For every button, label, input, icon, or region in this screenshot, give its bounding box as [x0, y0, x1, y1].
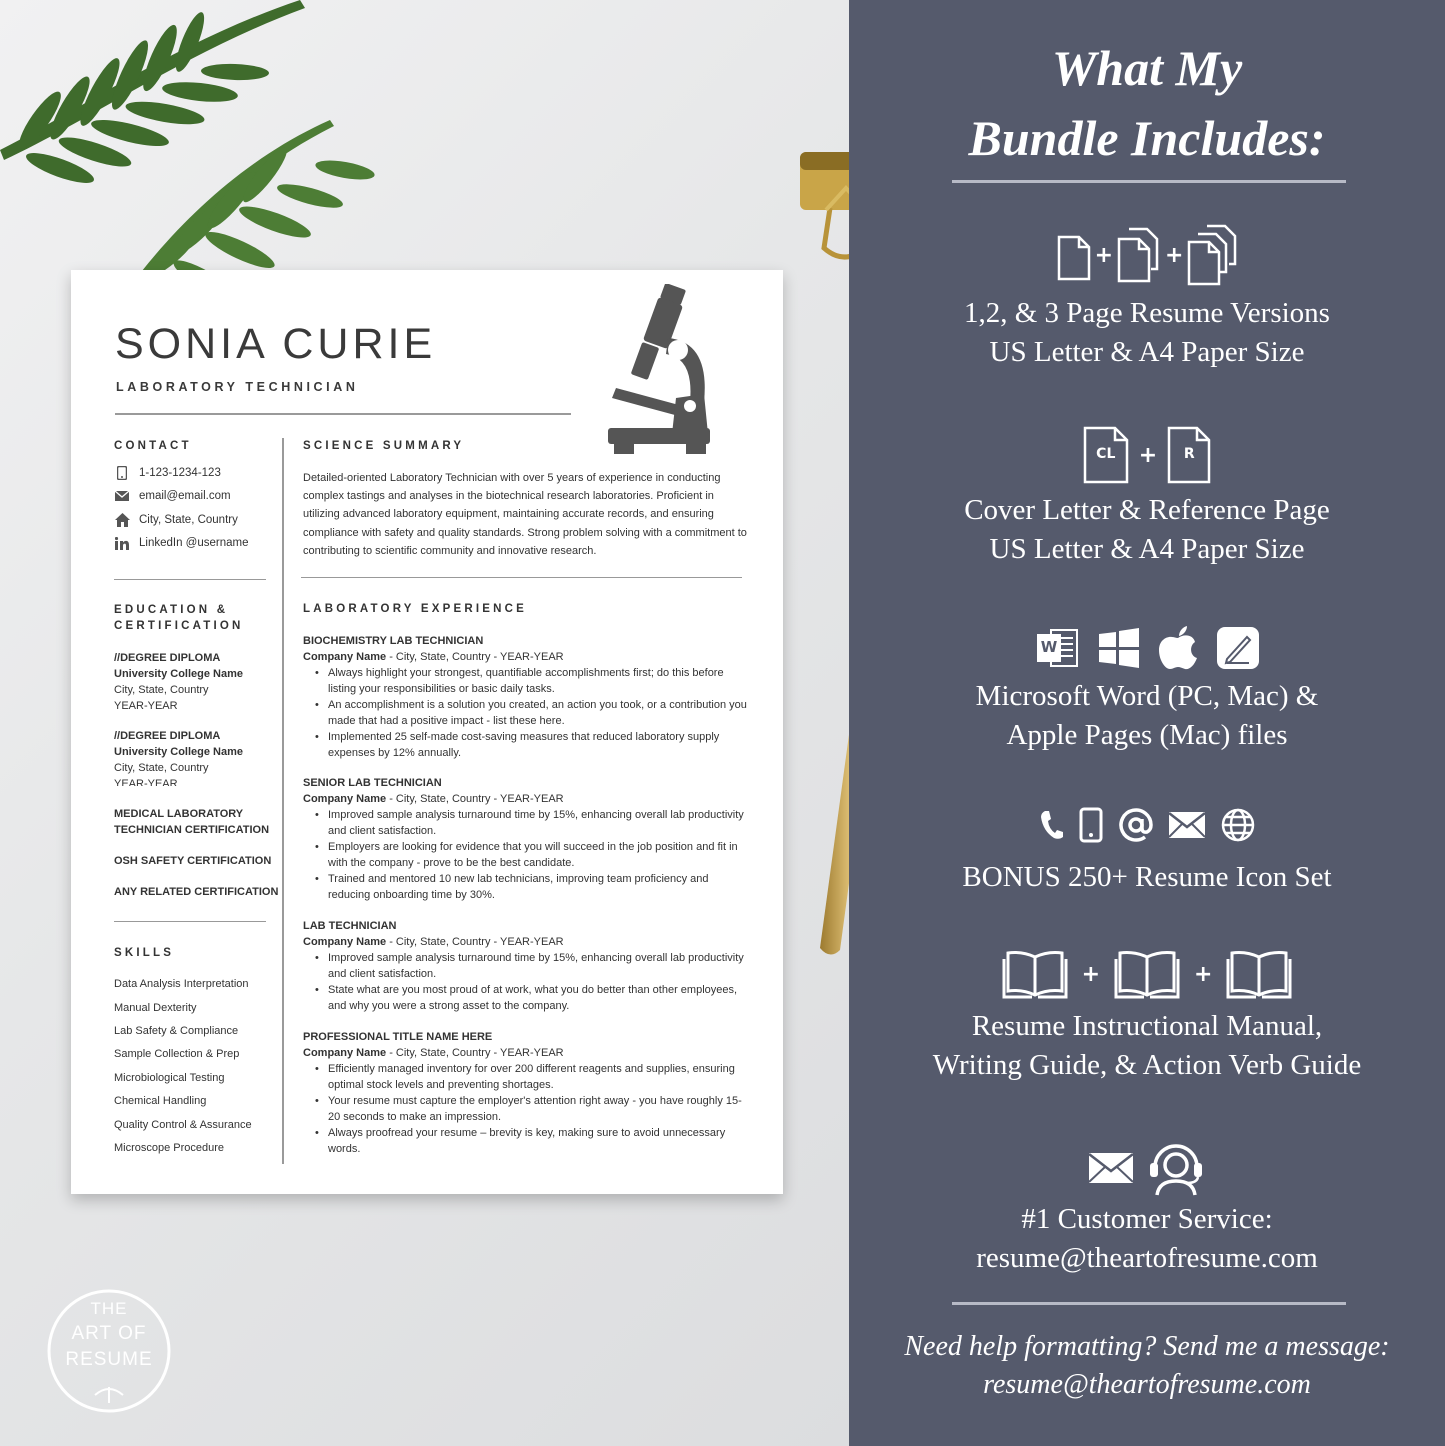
page-versions-icons [849, 222, 1445, 288]
home-icon [114, 513, 130, 527]
summary-heading: SCIENCE SUMMARY [303, 440, 465, 452]
company-name: Company Name [303, 651, 387, 663]
job-entry [303, 775, 748, 903]
job-bullet: • Trained and mentored 10 new lab technicians, improving team proficiency and reducing onboarding time by 30%. [303, 871, 748, 903]
job-bullet: • Implemented 25 self-made cost-saving measures that reduced laboratory supply expenses by 12% annually. [303, 729, 748, 761]
job-bullet: • An accomplishment is a solution you created, an action you took, or a contribution you made that had a positive impact - list these here. [303, 697, 748, 729]
at-sign-icon [1119, 808, 1153, 842]
logo-text-the: THE [90, 1299, 128, 1318]
footer-help-text: Need help formatting? Send me a message: [904, 1331, 1390, 1362]
phone-handset-icon [1039, 809, 1063, 841]
microscope-icon [606, 284, 716, 456]
contact-divider [114, 579, 266, 580]
feature-icon-set: BONUS 250+ Resume Icon Set [962, 861, 1332, 893]
word-badge: W [1040, 638, 1058, 656]
feature-page-versions: 1,2, & 3 Page Resume Versions [964, 297, 1330, 329]
two-pages-icon [1117, 227, 1161, 283]
apple-icon [1159, 626, 1197, 670]
company-name: Company Name [303, 936, 387, 948]
contact-email-text: email@email.com [139, 490, 231, 502]
degree-title: //DEGREE DIPLOMA [114, 652, 221, 664]
job-bullet: • Your resume must capture the employer's attention right away - you have roughly 15-20 seconds to make an impression. [303, 1093, 748, 1125]
resume-icon-set-icons [849, 806, 1445, 844]
feature-guides: Resume Instructional Manual, [971, 1010, 1323, 1042]
job-details: - City, State, Country - YEAR-YEAR [386, 1047, 564, 1059]
contact-heading: CONTACT [114, 440, 192, 452]
footer-email-link[interactable]: resume@theartofresume.com [983, 1369, 1311, 1400]
job-bullet: • Efficiently managed inventory for over 200 different reagents and supplies, ensuring optimal stock levels and preventing shortages. [303, 1061, 748, 1093]
certification-item: MEDICAL LABORATORY TECHNICIAN CERTIFICATION [114, 808, 270, 836]
mobile-phone-icon [1079, 807, 1103, 843]
cover-letter-icons [849, 424, 1445, 486]
phone-icon [114, 466, 130, 480]
resume-preview-page [71, 270, 783, 1194]
resume-role: LABORATORY TECHNICIAN [116, 380, 359, 394]
single-page-icon [1057, 229, 1091, 281]
open-book-icon [1226, 949, 1292, 999]
skills-heading: SKILLS [114, 947, 175, 959]
software-icons [849, 625, 1445, 671]
school-name: University College Name [114, 668, 243, 680]
school-location: City, State, Country [114, 684, 209, 696]
feature-cover-letter-size: US Letter & A4 Paper Size [989, 533, 1305, 565]
job-title: SENIOR LAB TECHNICIAN [303, 777, 442, 789]
feature-customer-service: #1 Customer Service: [1021, 1203, 1273, 1235]
contact-linkedin-text: LinkedIn @username [139, 537, 249, 549]
plus-icon: + [1165, 242, 1184, 268]
degree-years: YEAR-YEAR [114, 778, 178, 786]
education-heading-line2: CERTIFICATION [114, 620, 244, 632]
certification-item: ANY RELATED CERTIFICATION [114, 886, 279, 898]
envelope-icon [1089, 1153, 1133, 1183]
email-icon [114, 489, 130, 503]
job-title: LAB TECHNICIAN [303, 920, 397, 932]
guide-books-icons [849, 946, 1445, 1002]
summary-divider [301, 577, 742, 578]
bundle-info-panel [849, 0, 1445, 1446]
degree-years: YEAR-YEAR [114, 700, 178, 712]
resume-name: SONIA CURIE [115, 320, 437, 368]
job-entry [303, 1029, 748, 1157]
reference-page-icon [1167, 426, 1211, 484]
word-icon [1035, 628, 1079, 668]
job-entry [303, 633, 748, 761]
gold-pen-decoration [790, 540, 849, 960]
title-divider [952, 180, 1346, 183]
job-bullet: • Always highlight your strongest, quantifiable accomplishments first; do this before listing your responsibilities or basic daily tasks. [303, 665, 748, 697]
contact-phone-text: 1-123-1234-123 [139, 467, 221, 479]
customer-service-icons [849, 1138, 1445, 1198]
pages-app-icon [1217, 627, 1259, 669]
logo-text-art-of: ART OF [71, 1323, 147, 1344]
summary-text: Detailed-oriented Laboratory Technician with over 5 years of experience in conducting complex tastings and analyses in the biotechnical research laboratories. Proficient in utilizing advanced laboratory equipment, maintaining accurate records, and ensuring compliance with safety and quality standards. Strong problem solving with a commitment to contributing to scientific community and innovative research. [303, 472, 747, 557]
linkedin-icon [114, 536, 130, 550]
customer-service-email: resume@theartofresume.com [976, 1242, 1318, 1274]
contact-location-text: City, State, Country [139, 514, 238, 526]
open-book-icon [1114, 949, 1180, 999]
headset-support-icon [1147, 1139, 1205, 1197]
skill-item: Data Analysis Interpretation [114, 978, 249, 990]
envelope-icon [1169, 812, 1205, 838]
fern-leaf-decoration [0, 0, 420, 300]
skill-item: Chemical Handling [114, 1095, 207, 1107]
binder-clip-decoration [796, 148, 849, 268]
contact-email [114, 487, 231, 505]
contact-location [114, 511, 238, 529]
cover-letter-badge: CL [1096, 446, 1116, 462]
job-details: - City, State, Country - YEAR-YEAR [386, 793, 564, 805]
plus-icon: + [1138, 442, 1158, 468]
certification-item: OSH SAFETY CERTIFICATION [114, 855, 272, 867]
feature-software: Microsoft Word (PC, Mac) & [975, 680, 1319, 712]
skill-item: Lab Safety & Compliance [114, 1025, 239, 1037]
experience-heading: LABORATORY EXPERIENCE [303, 603, 527, 615]
feature-page-versions-size: US Letter & A4 Paper Size [989, 336, 1305, 368]
education-heading: EDUCATION & [114, 604, 229, 616]
footer-divider [952, 1302, 1346, 1305]
reference-badge: R [1183, 446, 1195, 462]
job-bullet: • Improved sample analysis turnaround time by 15%, enhancing overall lab productivity and client satisfaction. [303, 807, 748, 839]
skill-item: Manual Dexterity [114, 1002, 197, 1014]
job-bullet: • State what are you most proud of at work, what you do better than other employees, and why you were a strong asset to the company. [303, 982, 748, 1014]
panel-title-line1: What My [1051, 40, 1243, 96]
contact-linkedin [114, 534, 249, 552]
three-pages-icon [1187, 224, 1237, 286]
job-details: - City, State, Country - YEAR-YEAR [386, 936, 564, 948]
company-name: Company Name [303, 1047, 387, 1059]
feature-software-apple: Apple Pages (Mac) files [1006, 719, 1288, 751]
school-location: City, State, Country [114, 762, 209, 774]
job-bullet: • Improved sample analysis turnaround time by 15%, enhancing overall lab productivity and client satisfaction. [303, 950, 748, 982]
skill-item: Microscope Procedure [114, 1142, 225, 1154]
skill-item: Sample Collection & Prep [114, 1048, 240, 1060]
cover-letter-page-icon [1083, 426, 1129, 484]
plus-icon: + [1094, 242, 1113, 268]
job-title: PROFESSIONAL TITLE NAME HERE [303, 1031, 493, 1043]
logo-text-resume: RESUME [65, 1349, 153, 1370]
skill-item: Quality Control & Assurance [114, 1119, 252, 1131]
feature-cover-letter: Cover Letter & Reference Page [964, 494, 1330, 526]
school-name: University College Name [114, 746, 243, 758]
plus-icon: + [1081, 961, 1100, 987]
open-book-icon [1002, 949, 1068, 999]
skill-item: Microbiological Testing [114, 1072, 225, 1084]
header-divider [115, 413, 571, 415]
column-divider [282, 438, 284, 1164]
job-entry [303, 918, 748, 1014]
company-name: Company Name [303, 793, 387, 805]
contact-phone [114, 464, 221, 482]
job-bullet: • Always proofread your resume – brevity is key, making sure to avoid unnecessary words. [303, 1125, 748, 1157]
job-bullet: • Employers are looking for evidence that you will succeed in the job position and fit in with the company - prove to be the best candidate. [303, 839, 748, 871]
art-of-resume-logo [45, 1287, 173, 1415]
education-entry [114, 728, 279, 786]
panel-title-line2: Bundle Includes: [968, 110, 1326, 166]
education-entry [114, 650, 279, 714]
windows-icon [1099, 628, 1139, 668]
globe-icon [1221, 808, 1255, 842]
job-details: - City, State, Country - YEAR-YEAR [386, 651, 564, 663]
feature-guides-list: Writing Guide, & Action Verb Guide [932, 1049, 1362, 1081]
job-title: BIOCHEMISTRY LAB TECHNICIAN [303, 635, 484, 647]
plus-icon: + [1194, 961, 1213, 987]
degree-title: //DEGREE DIPLOMA [114, 730, 221, 742]
education-divider [114, 921, 266, 922]
